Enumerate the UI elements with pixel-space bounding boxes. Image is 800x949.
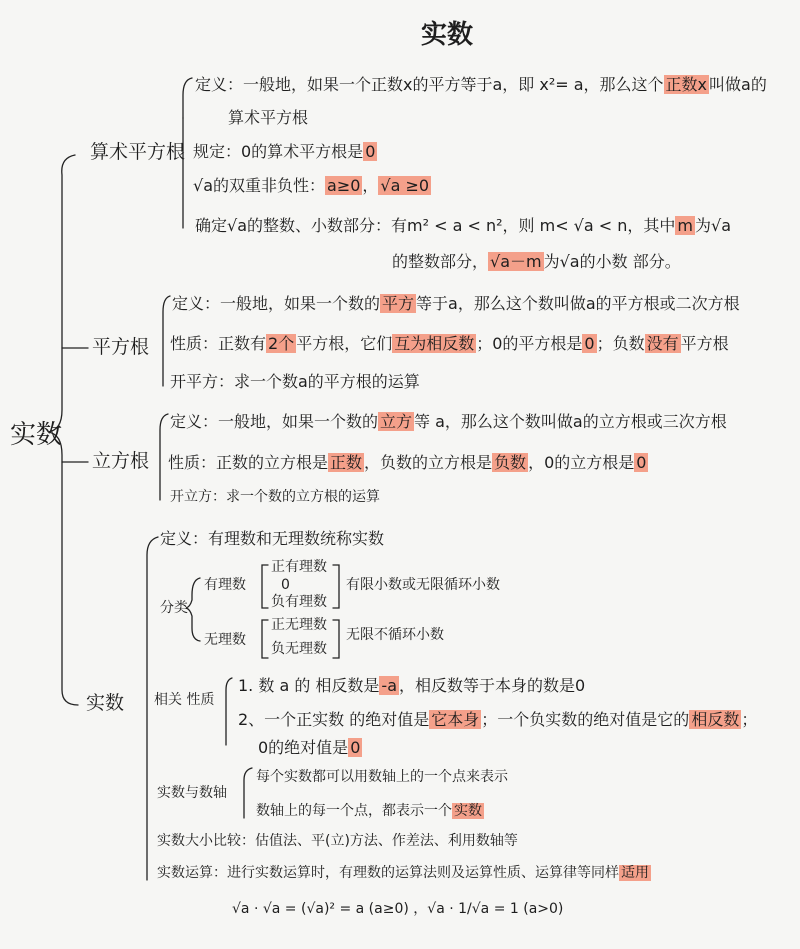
- sec3-definition: 定义：一般地，如果一个数的 立方 等 a，那么这个数叫做a的立方根或三次方根: [170, 412, 727, 431]
- rational-item-positive: 正有理数: [271, 559, 327, 575]
- classification-label: 分类: [160, 600, 188, 616]
- property-2-cont: 0的绝对值是 0: [258, 738, 361, 757]
- irrational-item-negative: 负无理数: [271, 641, 327, 657]
- sec2-heading: 平方根: [92, 336, 150, 358]
- irrational-description: 无限不循环小数: [346, 627, 444, 643]
- irrational-label: 无理数: [204, 632, 246, 648]
- sec1-integer-part: 确定√a的整数、小数部分：有m² < a < n²，则 m< √a < n，其中 m 为√a: [195, 216, 732, 235]
- root-label: 实数: [10, 420, 63, 450]
- page-title: 实数: [421, 20, 474, 50]
- rational-description: 有限小数或无限循环小数: [346, 577, 500, 593]
- sec2-definition: 定义：一般地，如果一个数的 平方 等于a，那么这个数叫做a的平方根或二次方根: [172, 294, 740, 313]
- sec4-definition: 定义：有理数和无理数统称实数: [160, 529, 385, 548]
- operations-rule: 实数运算：进行实数运算时，有理数的运算法则及运算性质、运算律等同样 适用: [157, 865, 649, 881]
- sec2-property: 性质：正数有 2个 平方根，它们 互为相反数 ；0的平方根是 0 ；负数 没有 平方根: [170, 334, 729, 353]
- sec1-rule: 规定：0的算术平方根是 0: [193, 142, 376, 161]
- sec1-definition-cont: 算术平方根: [228, 108, 309, 127]
- sec1-definition: 定义：一般地，如果一个正数x的平方等于a，即 x²= a，那么这个 正数x 叫做a的: [195, 75, 767, 94]
- sec1-integer-part-cont: 的整数部分， √a－m 为√a的小数 部分。: [392, 252, 681, 271]
- sec2-operation: 开平方：求一个数a的平方根的运算: [170, 372, 420, 391]
- rational-item-zero: 0: [281, 577, 290, 593]
- axis-label: 实数与数轴: [157, 785, 227, 801]
- sec1-nonneg: √a的双重非负性： a≥0 ， √a ≥0: [193, 176, 430, 195]
- sec4-heading: 实数: [86, 692, 125, 714]
- sec3-operation: 开立方：求一个数的立方根的运算: [170, 489, 380, 505]
- axis-statement-2: 数轴上的每一个点，都表示一个 实数: [256, 803, 482, 819]
- irrational-item-positive: 正无理数: [271, 617, 327, 633]
- rational-label: 有理数: [204, 577, 246, 593]
- property-2: 2、一个正实数 的绝对值是 它本身 ；一个负实数的绝对值是它的 相反数 ；: [238, 710, 758, 729]
- property-1: 1. 数 a 的 相反数是 -a ，相反数等于本身的数是0: [238, 676, 586, 695]
- properties-label: 相关 性质: [154, 692, 215, 708]
- axis-statement-1: 每个实数都可以用数轴上的一个点来表示: [256, 769, 508, 785]
- sec1-heading: 算术平方根: [90, 141, 186, 163]
- root-formula: √a · √a = (√a)² = a (a≥0) ，√a · 1/√a = 1 (a>0): [232, 901, 564, 917]
- sec3-heading: 立方根: [92, 450, 150, 472]
- sec3-property: 性质：正数的立方根是 正数 ，负数的立方根是 负数 ，0的立方根是 0: [168, 453, 647, 472]
- rational-item-negative: 负有理数: [271, 594, 327, 610]
- comparison-methods: 实数大小比较：估值法、平(立)方法、作差法、利用数轴等: [157, 833, 518, 849]
